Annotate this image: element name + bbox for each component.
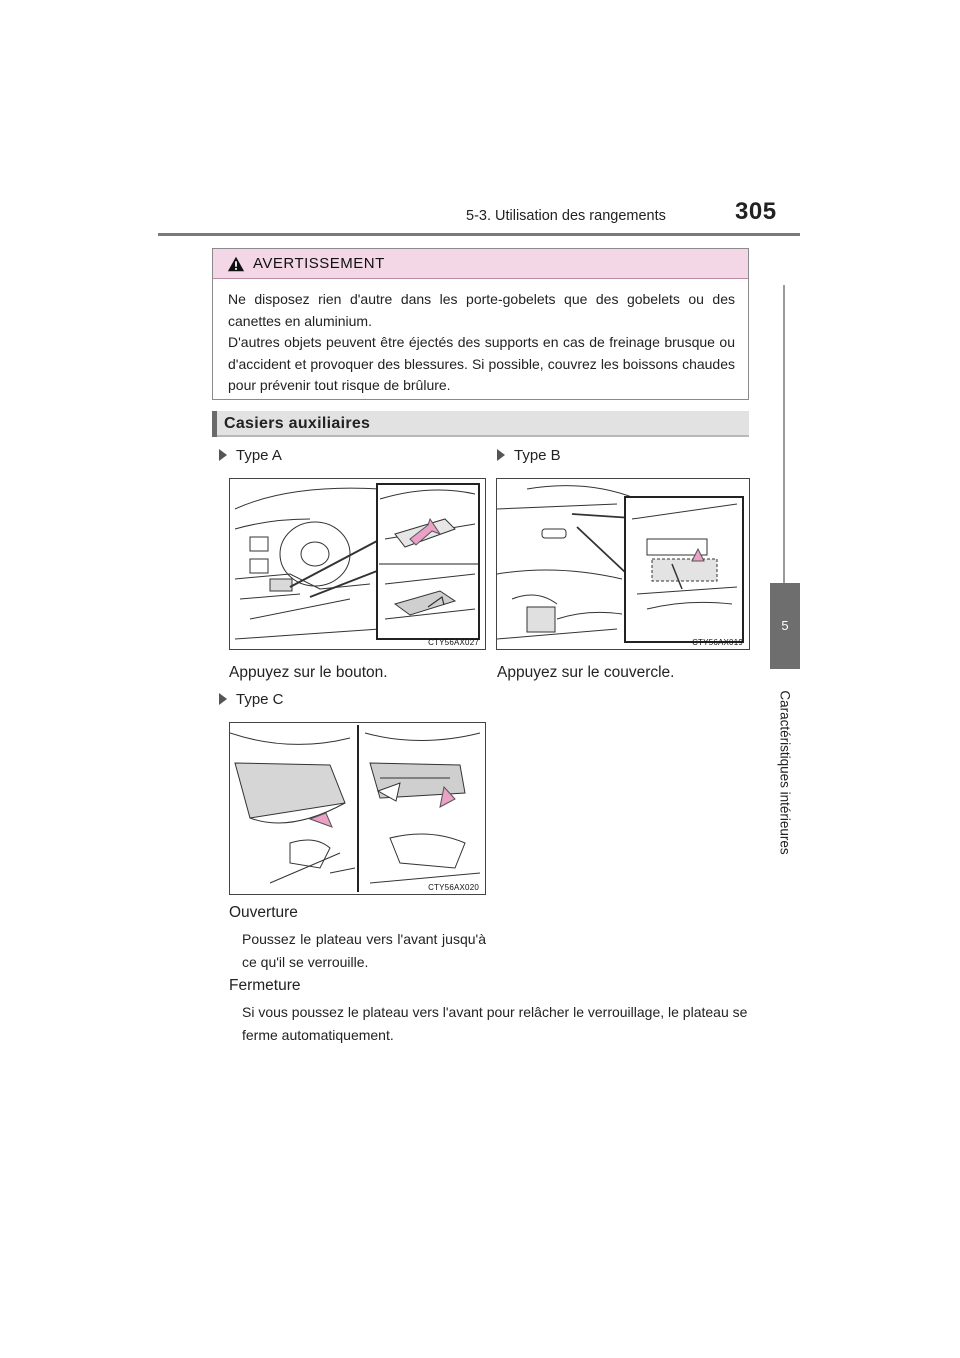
warning-body [213,279,748,397]
section-title: Casiers auxiliaires [224,415,371,432]
header-rule [158,233,800,236]
warning-icon [227,255,245,273]
chapter-label-text: Caractéristiques intérieures [777,690,793,855]
section-header [212,411,749,437]
section-heading: 5-3. Utilisation des rangements [466,208,666,224]
triangle-bullet-icon [219,693,227,705]
dashboard-illustration-a [230,479,485,649]
type-a-caption: Appuyez sur le bouton. [229,664,388,681]
type-b-label [497,447,561,464]
chapter-tab: 5 [770,583,800,669]
figure-code: CTY56AX020 [428,883,479,892]
warning-title: AVERTISSEMENT [253,255,385,272]
closing-title: Fermeture [229,977,301,994]
figure-type-a [229,478,486,650]
type-b-label-text: Type B [514,447,561,464]
warning-paragraph-2: D'autres objets peuvent être éjectés des supports en cas de freinage brusque ou d'accident et provoquer des blessures. Si possible, couvrez les boissons chaudes pour prévenir tout risque de brûlure. [228,334,735,393]
page-number: 305 [735,198,777,225]
warning-box [212,248,749,400]
console-illustration-c [230,723,485,894]
type-a-label [219,447,282,464]
figure-code: CTY56AX019 [692,638,743,647]
figure-type-c [229,722,486,895]
type-a-label-text: Type A [236,447,282,464]
side-rule [783,285,785,585]
warning-paragraph-1: Ne disposez rien d'autre dans les porte-gobelets que des gobelets ou des canettes en aluminium. [228,291,735,329]
type-c-label [219,691,284,708]
chapter-label [768,680,802,880]
warning-header [213,249,748,279]
triangle-bullet-icon [497,449,505,461]
figure-type-b [496,478,750,650]
closing-text: Si vous poussez le plateau vers l'avant pour relâcher le verrouillage, le plateau se ferme automatiquement. [242,1004,748,1043]
type-c-label-text: Type C [236,691,284,708]
type-b-caption: Appuyez sur le couvercle. [497,664,675,681]
figure-code: CTY56AX027 [428,638,479,647]
opening-text: Poussez le plateau vers l'avant jusqu'à ce qu'il se verrouille. [242,931,486,970]
triangle-bullet-icon [219,449,227,461]
opening-title: Ouverture [229,904,298,921]
dashboard-illustration-b [497,479,749,649]
